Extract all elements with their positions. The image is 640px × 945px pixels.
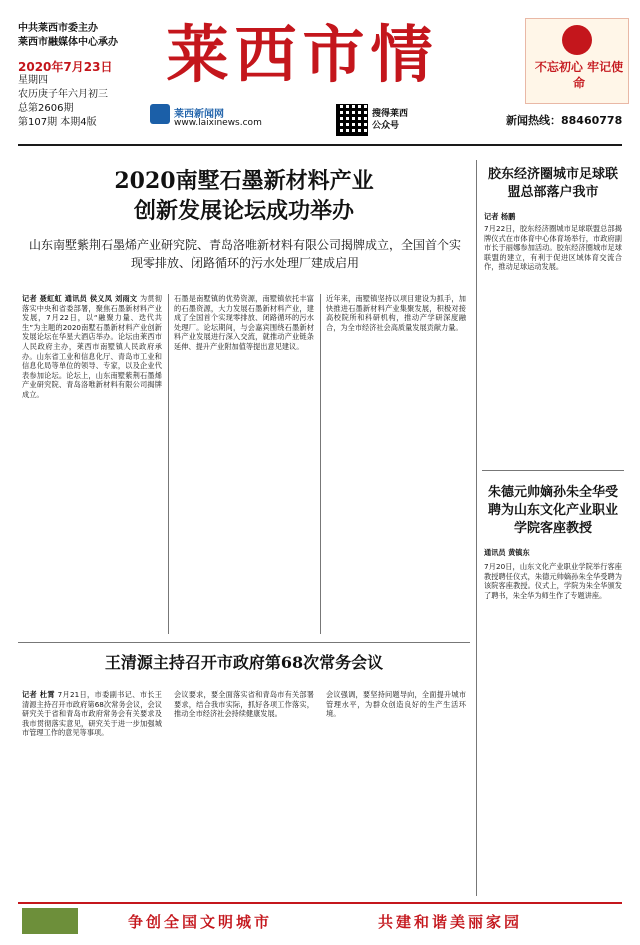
main-col-2: 石墨是南墅镇的优势资源，南墅镇依托丰富的石墨资源，大力发展石墨新材料产业，建成了全国首个实现零排放、闭路循环的污水处理厂。论坛期间，与会嘉宾围绕石墨新材料产业发展进行深入交流，就推动产业链条延伸、提升产业附加值等提出意见建议。 <box>174 294 314 351</box>
hotline <box>506 112 622 128</box>
masthead <box>0 0 640 152</box>
main-headline-line-1: 2020南墅石墨新材料产业 <box>114 168 374 194</box>
story2-headline: 王清源主持召开市政府第68次常务会议 <box>104 653 384 672</box>
app-label-1: 搜得莱西 <box>372 109 409 119</box>
col-divider <box>168 294 169 634</box>
sidebar-divider-h <box>482 470 624 471</box>
hotline-number: 88460778 <box>561 114 623 127</box>
main-col-1-text: 为贯彻落实中央和省委部署，聚焦石墨新材料产业发展，7月22日，以“融聚力量、迭代共生”为主题的2020南墅石墨新材料产业创新发展论坛在华星大酒店举办。论坛由莱西市人民政府主办，莱西市南墅镇人民政府承办。山东省工业和信息化厅、青岛市工业和信息化局等单位的领导、专家，以及企业代表参加论坛。论坛上，山东南墅紫荆石墨烯产业研究院、青岛洛唯新材料有限公司揭牌成立。 <box>22 294 162 399</box>
story2-col-3: 会议强调，要坚持问题导向，全面提升城市管理水平，为群众创造良好的生产生活环境。 <box>326 690 466 719</box>
app-label-2: 公众号 <box>372 121 400 131</box>
story2-col-1-text: 7月21日，市委副书记、市长王清源主持召开市政府第68次常务会议，会议研究关于省和青岛市政府常务会有关要求及我市贯彻落实意见，研究关于进一步加强城市管理工作的意见等事项。 <box>22 690 162 738</box>
masthead-rule <box>18 144 622 146</box>
page-count: 本期4版 <box>60 117 97 128</box>
sidebar-title-1: 胶东经济圈城市足球联盟总部落户我市 <box>487 167 618 200</box>
issue-date: 2020年7月23日 <box>18 60 113 74</box>
main-headline-line-2: 创新发展论坛成功举办 <box>133 198 354 224</box>
bottom-slogan-left: 争创全国文明城市 <box>128 913 273 931</box>
story2-col-1 <box>22 690 162 890</box>
weekday: 星期四 <box>18 75 48 86</box>
bottom-slogan-bar <box>18 902 622 938</box>
total-issue: 总第2606期 <box>18 103 74 114</box>
city-logo-image <box>22 908 78 934</box>
news-site-logo-icon <box>150 104 170 124</box>
qr-code-icon[interactable] <box>336 104 368 136</box>
site-bar <box>150 104 455 138</box>
hotline-label: 新闻热线： <box>506 114 561 127</box>
sidebar-text-2: 7月20日，山东文化产业职业学院举行客座教授聘任仪式，朱德元帅嫡孙朱全华受聘为该院客座教授。仪式上，学院为朱全华颁发了聘书，朱全华为师生作了专题讲座。 <box>484 562 622 600</box>
main-byline: 记者 聂虹虹 通讯员 侯义凤 刘雨文 <box>22 294 138 303</box>
sidebar-divider <box>476 160 477 896</box>
story2-col-2: 会议要求，要全面落实省和青岛市有关部署要求，结合我市实际，抓好各项工作落实，推动全市经济社会持续健康发展。 <box>174 690 314 719</box>
issue-number: 第107期 <box>18 117 58 128</box>
sponsor-1: 中共莱西市委主办 <box>18 23 98 34</box>
site-url[interactable]: www.laixinews.com <box>174 118 262 128</box>
main-col-1 <box>22 294 162 634</box>
sidebar-title-2: 朱德元帅嫡孙朱全华受聘为山东文化产业职业学院客座教授 <box>487 485 618 536</box>
lunar-date: 农历庚子年六月初三 <box>18 89 108 100</box>
slogan-text: 不忘初心 牢记使命 <box>534 60 624 90</box>
main-headline <box>18 166 470 226</box>
main-col-3: 近年来，南墅镇坚持以项目建设为抓手，加快推进石墨新材料产业集聚发展，积极对接高校院所和科研机构，推动产学研深度融合，为全市经济社会高质量发展贡献力量。 <box>326 294 466 332</box>
main-subhead: 山东南墅紫荆石墨烯产业研究院、青岛洛唯新材料有限公司揭牌成立，全国首个实现零排放、闭路循环的污水处理厂建成启用 <box>28 238 461 270</box>
col-divider <box>320 294 321 634</box>
bottom-slogan-right: 共建和谐美丽家园 <box>378 913 523 931</box>
party-emblem-icon <box>562 25 592 55</box>
slogan-box <box>525 18 629 104</box>
sidebar-byline-2: 通讯员 黄镇东 <box>484 548 530 557</box>
sidebar-byline-1: 记者 杨鹏 <box>484 212 516 221</box>
sponsor-2: 莱西市融媒体中心承办 <box>18 37 118 48</box>
paper-title: 莱西市情 <box>166 18 439 91</box>
section-divider <box>18 642 470 643</box>
sidebar-text-1: 7月22日，胶东经济圈城市足球联盟总部揭牌仪式在市体育中心体育场举行，市政府副市长于丽娜参加活动。胶东经济圈城市足球联盟的建立，有利于促进区域体育交流合作，推动足球运动发展。 <box>484 224 622 272</box>
site-name: 莱西新闻网 <box>174 109 224 120</box>
masthead-info <box>18 22 136 130</box>
story2-byline: 记者 杜霄 <box>22 690 55 699</box>
